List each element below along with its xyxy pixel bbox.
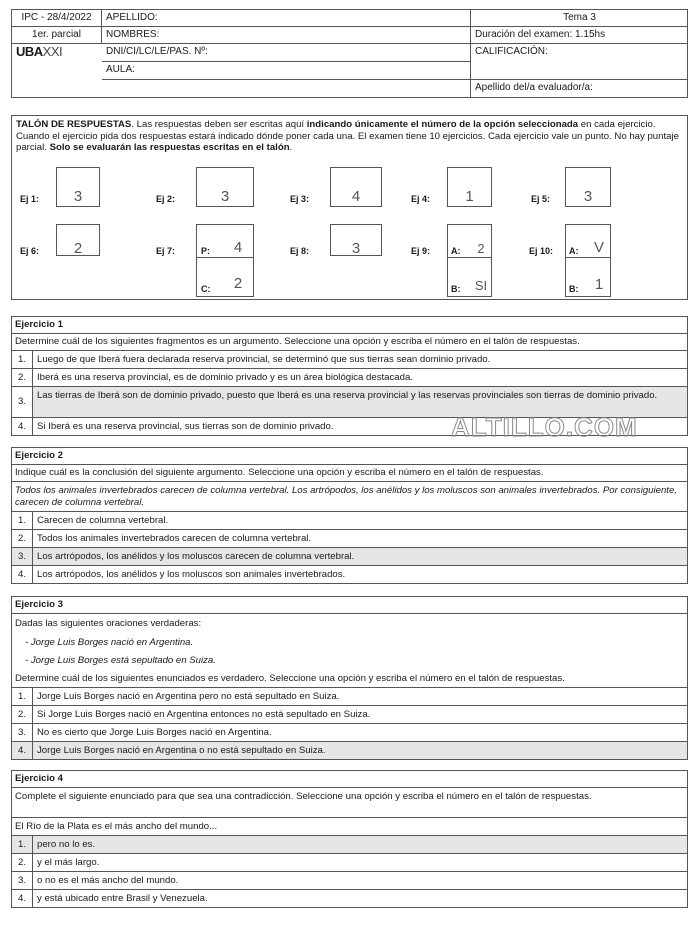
duration-label: Duración del examen: 1.15hs: [471, 27, 688, 44]
exercise-1-option-2[interactable]: 2. Iberá es una reserva provincial, es de dominio privado y es un área biológica destacada.: [12, 369, 687, 387]
exercise-4-prompt: Complete el siguiente enunciado para que sea una contradicción. Seleccione una opción y escriba el número en el talón de respuestas.: [12, 788, 687, 818]
evaluador-field[interactable]: Apellido del/a evaluador/a:: [475, 82, 593, 93]
exercise-1-option-3[interactable]: 3. Las tierras de Iberá son de dominio privado, puesto que Iberá es una reserva provincial y las reservas provinciales son tierras de dominio privado.: [12, 387, 687, 418]
exercise-4: [11, 770, 688, 908]
exam-code: IPC - 28/4/2022: [12, 10, 102, 27]
ej7-c-label: C:: [201, 284, 211, 294]
nombres-field[interactable]: NOMBRES:: [102, 27, 471, 44]
ej10-b-answer: 1: [594, 276, 604, 293]
answer-sheet-instructions: TALÓN DE RESPUESTAS. Las respuestas deben ser escritas aquí indicando únicamente el número de la opción seleccionada en cada ejercicio. Cuando el ejercicio pida dos respuestas estará indicado dónde poner cada una. El examen tiene 10 ejercicios. Cada ejercicio vale un punto. No hay puntaje parcial. Solo se evaluarán las respuestas escritas en el talón.: [16, 119, 679, 154]
exercise-3-option-1[interactable]: 1. Jorge Luis Borges nació en Argentina pero no está sepultado en Suiza.: [12, 688, 687, 706]
exercise-3-option-3[interactable]: 3. No es cierto que Jorge Luis Borges nació en Argentina.: [12, 724, 687, 742]
exercise-2-option-2[interactable]: 2. Todos los animales invertebrados carecen de columna vertebral.: [12, 530, 687, 548]
ej5-label: Ej 5:: [531, 194, 551, 204]
ej7-p-answer: 4: [233, 239, 243, 256]
exercise-2-argument: Todos los animales invertebrados carecen de columna vertebral. Los artrópodos, los anélidos y los moluscos son animales invertebrados. Por consiguiente, carecen de columna vertebral.: [12, 482, 687, 512]
answer-sheet: [11, 115, 688, 300]
ej6-answer: 2: [73, 240, 83, 257]
ej7-label: Ej 7:: [156, 246, 176, 256]
exercise-2-prompt: Indique cuál es la conclusión del siguiente argumento. Seleccione una opción y escriba el número en el talón de respuestas.: [12, 465, 687, 482]
exercise-2-option-4[interactable]: 4. Los artrópodos, los anélidos y los moluscos son animales invertebrados.: [12, 566, 687, 583]
exercise-3-sentence-2: - Jorge Luis Borges está sepultado en Suiza.: [25, 655, 216, 666]
partial-label: 1er. parcial: [12, 27, 102, 44]
exercise-1-option-1[interactable]: 1. Luego de que Iberá fuera declarada reserva provincial, se determinó que sus tierras sean dominio privado.: [12, 351, 687, 369]
ej10-a-label: A:: [569, 246, 579, 256]
ej7-c-answer: 2: [233, 275, 243, 292]
ej9-b-answer: SI: [474, 278, 488, 293]
exercise-1-option-4[interactable]: 4. Si Iberá es una reserva provincial, sus tierras son de dominio privado.: [12, 418, 687, 435]
ej10-a-answer: V: [593, 239, 604, 256]
ej1-label: Ej 1:: [20, 194, 40, 204]
ej7-divider: [196, 257, 254, 258]
ej2-answer: 3: [220, 188, 230, 205]
aula-field[interactable]: AULA:: [102, 62, 471, 80]
exercise-3-sentence-1: - Jorge Luis Borges nació en Argentina.: [25, 637, 194, 648]
exercise-4-option-3[interactable]: 3. o no es el más ancho del mundo.: [12, 872, 687, 890]
ej10-label: Ej 10:: [529, 246, 554, 256]
tema-label: Tema 3: [471, 10, 688, 27]
ej9-a-label: A:: [451, 246, 461, 256]
ej9-a-answer: 2: [477, 241, 485, 256]
dni-field[interactable]: DNI/CI/LC/LE/PAS. Nº:: [102, 44, 471, 62]
exercise-1-title: Ejercicio 1: [12, 317, 687, 334]
exercise-3-option-2[interactable]: 2. Si Jorge Luis Borges nació en Argentina entonces no está sepultado en Suiza.: [12, 706, 687, 724]
exercise-2-title: Ejercicio 2: [12, 448, 687, 465]
exercise-4-stem: El Río de la Plata es el más ancho del mundo...: [12, 818, 687, 836]
exercise-2-option-1[interactable]: 1. Carecen de columna vertebral.: [12, 512, 687, 530]
exercise-3-intro: Dadas las siguientes oraciones verdaderas:: [15, 618, 202, 629]
ej9-b-label: B:: [451, 284, 461, 294]
ej6-label: Ej 6:: [20, 246, 40, 256]
apellido-field[interactable]: APELLIDO:: [102, 10, 471, 27]
ej9-label: Ej 9:: [411, 246, 431, 256]
ej3-answer: 4: [351, 188, 361, 205]
exercise-2: [11, 447, 688, 584]
ej8-label: Ej 8:: [290, 246, 310, 256]
ej1-answer: 3: [73, 188, 83, 205]
ej8-answer: 3: [351, 240, 361, 257]
exercise-3-option-4[interactable]: 4. Jorge Luis Borges nació en Argentina o no está sepultado en Suiza.: [12, 742, 687, 759]
ej5-answer: 3: [583, 188, 593, 205]
ej10-b-label: B:: [569, 284, 579, 294]
ej4-answer: 1: [465, 188, 474, 205]
ej7-p-label: P:: [201, 246, 210, 256]
altillo-watermark: ALTILLO.COM: [451, 412, 638, 442]
exercise-1-prompt: Determine cuál de los siguientes fragmentos es un argumento. Seleccione una opción y escriba el número en el talón de respuestas.: [12, 334, 687, 351]
exam-header: [11, 9, 688, 98]
exercise-4-option-4[interactable]: 4. y está ubicado entre Brasil y Venezuela.: [12, 890, 687, 907]
ej3-label: Ej 3:: [290, 194, 310, 204]
ej9-divider: [447, 257, 492, 258]
exercise-4-title: Ejercicio 4: [12, 771, 687, 788]
ej2-label: Ej 2:: [156, 194, 176, 204]
calificacion-field[interactable]: CALIFICACIÓN:: [471, 44, 688, 80]
exercise-3-prompt: Determine cuál de los siguientes enunciados es verdadero. Seleccione una opción y escriba el número en el talón de respuestas.: [12, 670, 687, 688]
exercise-2-option-3[interactable]: 3. Los artrópodos, los anélidos y los moluscos carecen de columna vertebral.: [12, 548, 687, 566]
uba-xxi-logo: UBAXXI: [16, 44, 63, 59]
blank-field: [102, 80, 471, 97]
exercise-4-option-2[interactable]: 2. y el más largo.: [12, 854, 687, 872]
exercise-3-title: Ejercicio 3: [12, 597, 687, 614]
ej10-divider: [565, 257, 611, 258]
exercise-3: [11, 596, 688, 760]
exercise-4-option-1[interactable]: 1. pero no lo es.: [12, 836, 687, 854]
ej4-label: Ej 4:: [411, 194, 431, 204]
